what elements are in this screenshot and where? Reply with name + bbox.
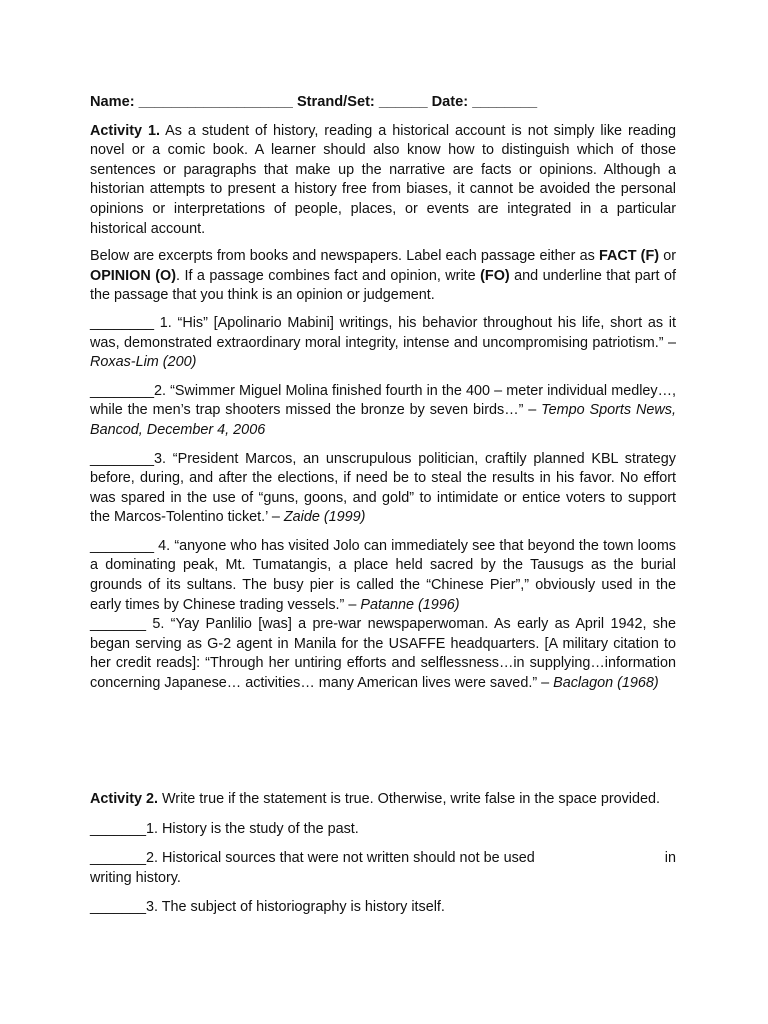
passage-source: Zaide (1999): [283, 509, 366, 526]
tf-item-2-cont: writing history.: [90, 869, 181, 886]
activity1-title: Activity 1.: [90, 122, 160, 139]
activity2-title: Activity 2.: [90, 791, 158, 807]
instructions-text: or: [659, 248, 676, 265]
passage-text: ________ 1. “His” [Apolinario Mabini] writings, his behavior throughout his life, short as it was, demonstrated extraordinary moral integrity, intense and uncompromising patriotism.” –: [90, 314, 676, 351]
passage-5: [90, 615, 676, 693]
passage-1: [90, 314, 676, 373]
name-blank: ___________________: [138, 94, 293, 110]
passage-text: ________ 4. “anyone who has visited Jolo can immediately see that beyond the town looms a dominating peak, Mt. Tumatangis, a place held sacred by the Tausugs as the burial grounds of its sultans. The busy pier is called the “Chinese Pier”,” obviously used in the early times by Chinese trading vessels.” –: [90, 537, 676, 613]
passage-2: [90, 382, 676, 441]
passage-text: ________3. “President Marcos, an unscrupulous politician, craftily planned KBL strategy before, during, and after the elections, if need be to steal the results in his favor. No effort was spared in the use of “guns, goons, and gold” to intimidate or entice voters to support the Marcos-Tolentino ticket.’ –: [90, 450, 676, 526]
passage-source: Tempo Sports News, Bancod, December 4, 2006: [90, 402, 676, 438]
tf-item-2-line: [90, 849, 676, 869]
instructions-text: . If a passage combines fact and opinion, write: [176, 267, 481, 284]
activity2-intro: [90, 790, 676, 810]
tf-item-2: [90, 849, 676, 888]
activity1-intro: [90, 122, 676, 240]
fact-label: FACT (F): [598, 248, 660, 265]
passage-text: ________2. “Swimmer Miguel Molina finished fourth in the 400 – meter individual medley…, while the men’s trap shooters missed the bronze by seven birds…” –: [90, 382, 676, 419]
fo-label: (FO): [480, 267, 510, 284]
strand-label: Strand/Set:: [296, 94, 375, 110]
passage-source: Baclagon (1968): [553, 675, 659, 692]
activity1-intro-text: As a student of history, reading a historical account is not simply like reading novel or a comic book. A learner should also know how to distinguish which of those sentences or paragraphs that make up the narrative are facts or opinions. Although a historian attempts to present a history free from biases, it cannot be avoided the personal opinions or interpretations of people, places, or events are integrated in a particular historical account.: [90, 122, 676, 237]
passage-source: Patanne (1996): [360, 596, 460, 613]
name-label: Name:: [90, 94, 135, 110]
activity2-intro-text: Write true if the statement is true. Otherwise, write false in the space provided.: [161, 791, 661, 807]
passage-4: [90, 537, 676, 615]
passage-text: _______ 5. “Yay Panlilio [was] a pre-war newspaperwoman. As early as April 1942, she began serving as G-2 agent in Manila for the USAFFE headquarters. [A military citation to her credit reads]: “Through her untiring efforts and selflessness…in supplying…information concerning Japanese… activities… many American lives were saved.” –: [90, 616, 676, 692]
worksheet: [90, 93, 676, 703]
activity1-instructions: [90, 247, 676, 306]
passage-3: [90, 450, 676, 528]
tf-item-2-text: _______2. Historical sources that were not written should not be used: [90, 850, 535, 867]
opinion-label: OPINION (O): [90, 267, 177, 284]
tf-item-1: _______1. History is the study of the past.: [90, 820, 359, 837]
passage-source: Roxas-Lim (200): [90, 354, 197, 371]
date-blank: ________: [472, 94, 538, 110]
instructions-text: Below are excerpts from books and newspapers. Label each passage either as: [90, 248, 599, 265]
tf-item-2-end: in: [664, 850, 676, 867]
header-line: [90, 93, 676, 113]
instructions-text: and underline that part of the passage that you think is an opinion or judgement.: [90, 267, 677, 304]
tf-item-3: _______3. The subject of historiography is history itself.: [90, 899, 445, 916]
date-label: Date:: [431, 94, 469, 110]
strand-blank: ______: [378, 94, 428, 110]
activity2-section: [90, 790, 676, 928]
